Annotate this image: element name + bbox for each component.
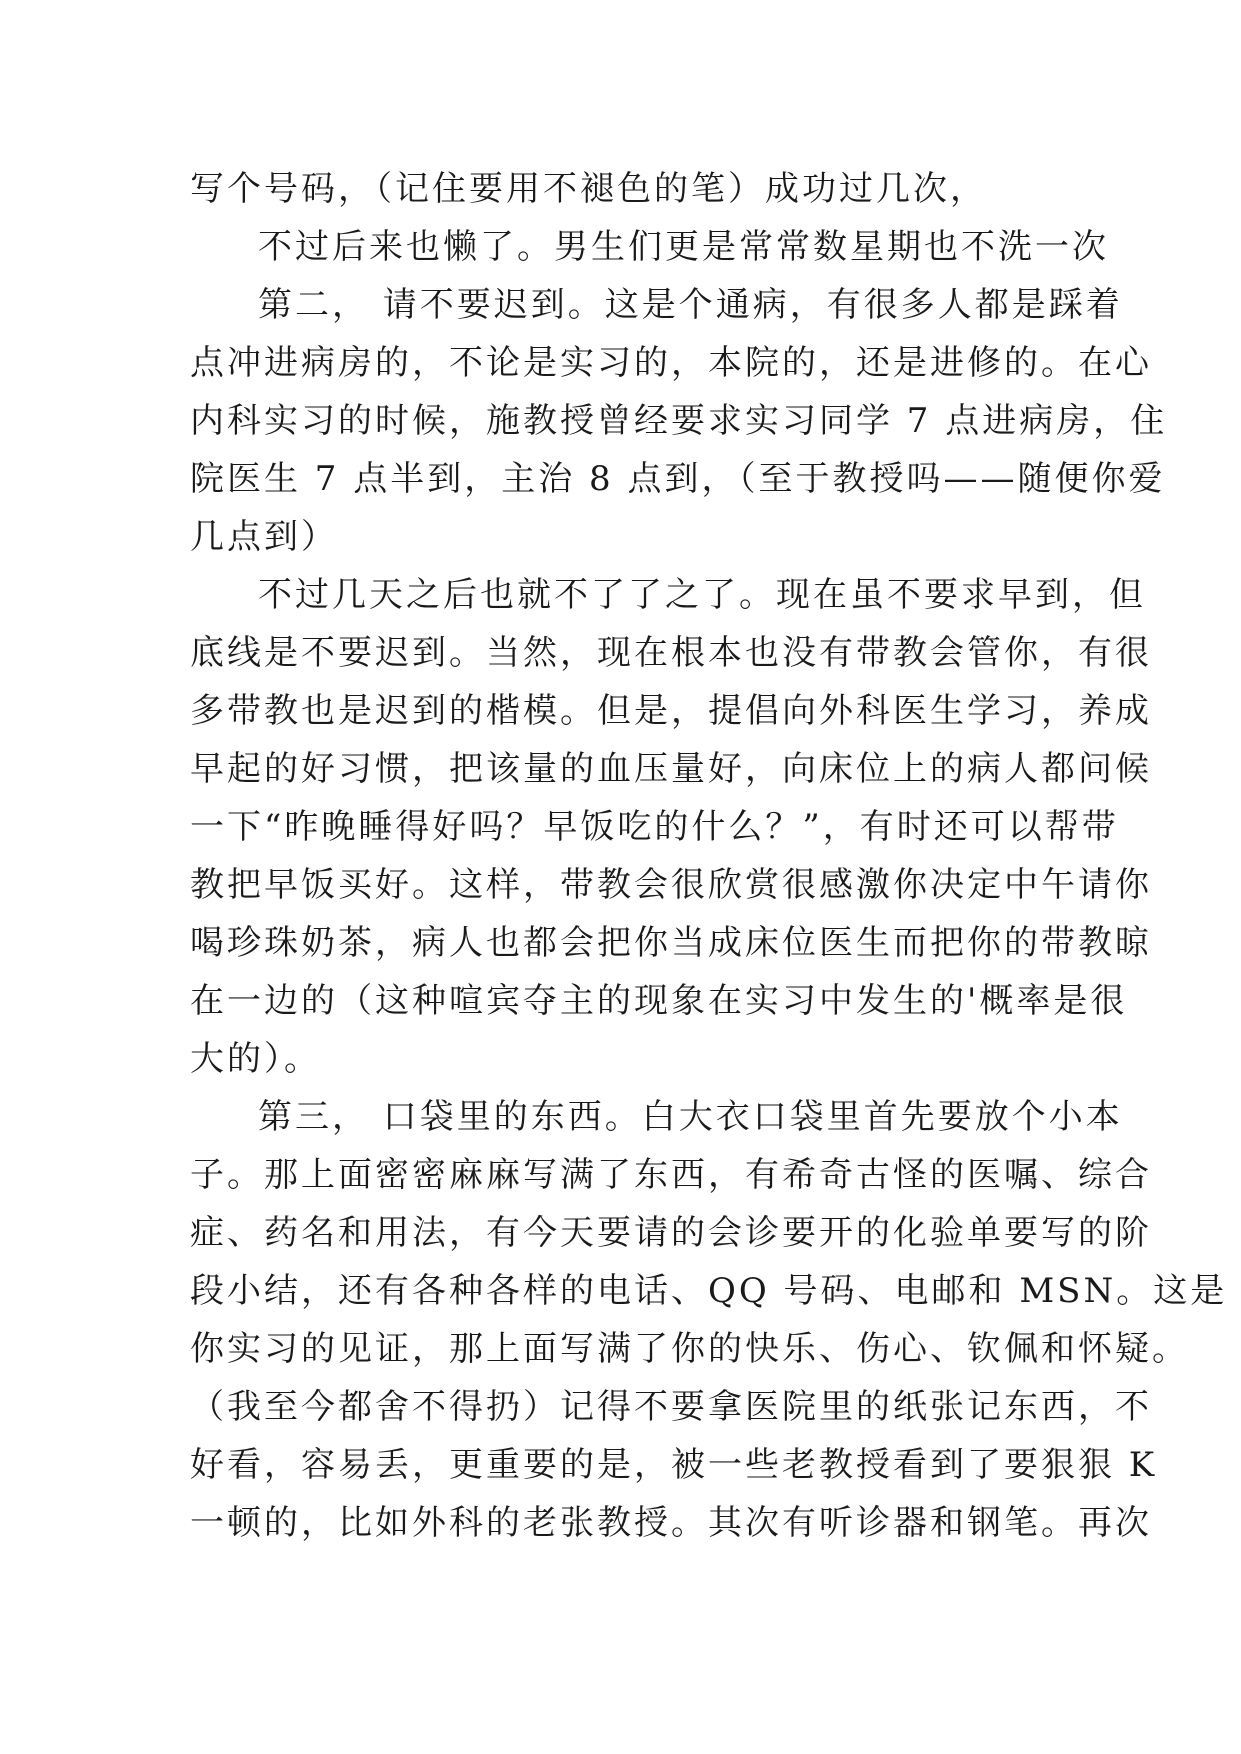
text-line: 底线是不要迟到。当然，现在根本也没有带教会管你，有很 (190, 633, 1152, 673)
text-line: 点冲进病房的，不论是实习的，本院的，还是进修的。在心 (190, 343, 1152, 383)
document-body (190, 160, 1228, 1552)
text-line: 多带教也是迟到的楷模。但是，提倡向外科医生学习，养成 (190, 691, 1152, 731)
text-line: 一顿的，比如外科的老张教授。其次有听诊器和钢笔。再次 (190, 1503, 1152, 1543)
text-line: 症、药名和用法，有今天要请的会诊要开的化验单要写的阶 (190, 1213, 1152, 1253)
text-line: 教把早饭买好。这样，带教会很欣赏很感激你决定中午请你 (190, 865, 1152, 905)
text-line: 在一边的（这种喧宾夺主的现象在实习中发生的'概率是很 (190, 981, 1128, 1021)
text-line: 几点到） (190, 517, 338, 557)
text-line: 第二， 请不要迟到。这是个通病，有很多人都是踩着 (258, 285, 1123, 325)
text-line: 你实习的见证，那上面写满了你的快乐、伤心、钦佩和怀疑。 (190, 1329, 1189, 1369)
text-line: 子。那上面密密麻麻写满了东西，有希奇古怪的医嘱、综合 (190, 1155, 1152, 1195)
text-line: 写个号码，（记住要用不褪色的笔）成功过几次， (190, 169, 987, 209)
text-line: 大的）。 (190, 1039, 321, 1079)
text-line: 段小结，还有各种各样的电话、QQ 号码、电邮和 MSN。这是 (190, 1271, 1228, 1311)
text-line: 院医生 7 点半到，主治 8 点到，（至于教授吗——随便你爱 (190, 459, 1166, 499)
text-line: 一下“昨晚睡得好吗？早饭吃的什么？”，有时还可以帮带 (190, 807, 1119, 847)
text-line: 内科实习的时候，施教授曾经要求实习同学 7 点进病房，住 (190, 401, 1168, 441)
text-line: 不过后来也懒了。男生们更是常常数星期也不洗一次 (258, 227, 1109, 267)
text-line: 第三， 口袋里的东西。白大衣口袋里首先要放个小本 (258, 1097, 1123, 1137)
text-line: 喝珍珠奶茶，病人也都会把你当成床位医生而把你的带教晾 (190, 923, 1152, 963)
text-line: （我至今都舍不得扔）记得不要拿医院里的纸张记东西，不 (190, 1387, 1152, 1427)
text-line: 不过几天之后也就不了了之了。现在虽不要求早到，但 (258, 575, 1146, 615)
text-line: 早起的好习惯，把该量的血压量好，向床位上的病人都问候 (190, 749, 1152, 789)
text-line: 好看，容易丢，更重要的是，被一些老教授看到了要狠狠 K (190, 1445, 1158, 1485)
